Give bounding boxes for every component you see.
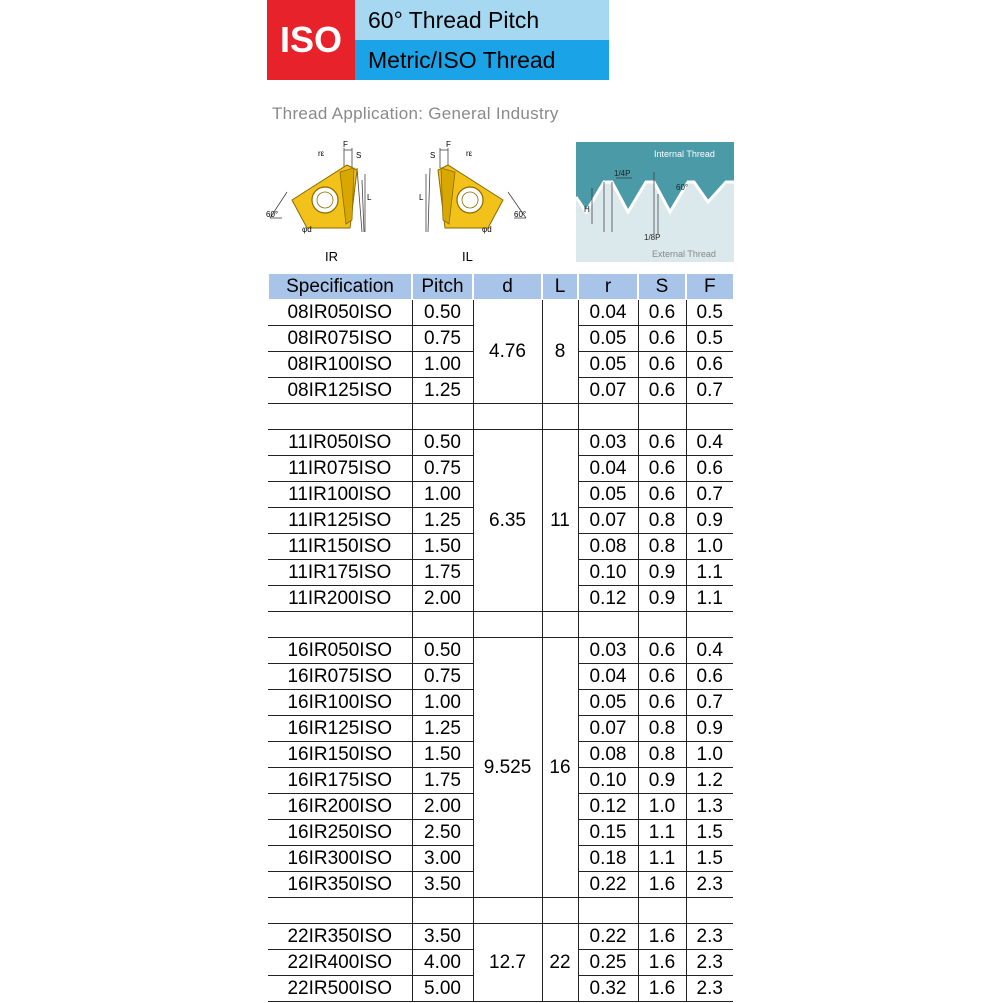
cell-r: 0.03 [578,430,638,456]
group-separator-row [268,898,733,924]
empty-cell [638,404,686,430]
cell-r: 0.07 [578,378,638,404]
cell-f: 2.3 [686,976,733,1002]
cell-r: 0.07 [578,716,638,742]
cell-specification: 16IR350ISO [268,872,412,898]
cell-pitch: 3.00 [412,846,473,872]
cell-s: 0.8 [638,742,686,768]
iso-badge: ISO [267,0,355,80]
cell-s: 0.6 [638,300,686,326]
col-header-l: L [542,274,578,300]
cell-f: 0.6 [686,456,733,482]
cell-s: 0.6 [638,482,686,508]
cell-s: 1.6 [638,924,686,950]
cell-specification: 11IR125ISO [268,508,412,534]
table-body [268,300,733,1002]
il-dim-d: φd [482,225,492,234]
cell-specification: 16IR200ISO [268,794,412,820]
empty-cell [473,404,542,430]
cell-f: 0.9 [686,508,733,534]
cell-s: 0.6 [638,378,686,404]
cell-r: 0.22 [578,924,638,950]
thread-application-subtitle: Thread Application: General Industry [272,104,559,123]
empty-cell [578,898,638,924]
empty-cell [638,612,686,638]
cell-specification: 16IR175ISO [268,768,412,794]
cell-s: 0.6 [638,456,686,482]
cell-specification: 08IR125ISO [268,378,412,404]
cell-specification: 11IR100ISO [268,482,412,508]
cell-r: 0.08 [578,534,638,560]
col-header-pitch: Pitch [412,274,473,300]
cell-r: 0.03 [578,638,638,664]
cell-pitch: 0.50 [412,430,473,456]
ir-dim-d: φd [302,225,312,234]
table-header-row [268,274,733,300]
cell-s: 0.8 [638,508,686,534]
empty-cell [412,898,473,924]
cell-r: 0.07 [578,508,638,534]
il-dim-r: rε [466,149,473,158]
ir-angle: 60° [266,210,279,219]
cell-f: 2.3 [686,872,733,898]
header-title-top: 60° Thread Pitch [355,0,609,40]
cell-specification: 08IR050ISO [268,300,412,326]
cell-pitch: 5.00 [412,976,473,1002]
cell-specification: 22IR350ISO [268,924,412,950]
il-label: IL [462,249,473,264]
cell-f: 0.5 [686,300,733,326]
ir-dim-s: S [356,151,362,160]
cell-specification: 11IR075ISO [268,456,412,482]
cell-r: 0.05 [578,352,638,378]
cell-pitch: 1.50 [412,742,473,768]
cell-r: 0.15 [578,820,638,846]
cell-pitch: 1.50 [412,534,473,560]
cell-specification: 11IR050ISO [268,430,412,456]
cell-r: 0.08 [578,742,638,768]
group-separator-row [268,612,733,638]
empty-cell [268,898,412,924]
cell-f: 0.7 [686,690,733,716]
internal-thread-label: Internal Thread [654,149,715,159]
empty-cell [542,898,578,924]
cell-f: 1.2 [686,768,733,794]
col-header-specification: Specification [268,274,412,300]
col-header-s: S [638,274,686,300]
cell-f: 1.0 [686,534,733,560]
cell-r: 0.22 [578,872,638,898]
cell-s: 0.6 [638,638,686,664]
empty-cell [578,404,638,430]
cell-pitch: 0.50 [412,638,473,664]
cell-r: 0.05 [578,326,638,352]
cell-d: 4.76 [473,300,542,404]
h-label: H [584,205,590,214]
cell-specification: 16IR300ISO [268,846,412,872]
cell-s: 1.6 [638,872,686,898]
cell-f: 2.3 [686,950,733,976]
table-row [268,430,733,456]
empty-cell [412,612,473,638]
cell-d: 9.525 [473,638,542,898]
empty-cell [686,404,733,430]
cell-r: 0.05 [578,690,638,716]
cell-r: 0.04 [578,300,638,326]
cell-s: 0.6 [638,326,686,352]
cell-specification: 16IR050ISO [268,638,412,664]
thread-profile-diagram [576,142,734,262]
cell-s: 0.6 [638,664,686,690]
cell-f: 1.5 [686,846,733,872]
cell-f: 0.7 [686,378,733,404]
empty-cell [473,612,542,638]
quarter-p-label: 1/4P [614,169,631,178]
cell-pitch: 3.50 [412,872,473,898]
cell-f: 1.1 [686,560,733,586]
cell-l: 16 [542,638,578,898]
cell-f: 0.9 [686,716,733,742]
table-row [268,300,733,326]
cell-f: 0.7 [686,482,733,508]
external-thread-label: External Thread [652,249,716,259]
cell-pitch: 2.00 [412,586,473,612]
cell-s: 0.9 [638,560,686,586]
cell-pitch: 1.75 [412,560,473,586]
cell-s: 0.8 [638,534,686,560]
cell-s: 1.6 [638,976,686,1002]
cell-r: 0.04 [578,664,638,690]
cell-pitch: 1.25 [412,378,473,404]
cell-pitch: 2.00 [412,794,473,820]
cell-f: 1.5 [686,820,733,846]
cell-specification: 11IR175ISO [268,560,412,586]
cell-f: 0.4 [686,430,733,456]
cell-r: 0.05 [578,482,638,508]
cell-specification: 16IR075ISO [268,664,412,690]
cell-specification: 16IR150ISO [268,742,412,768]
empty-cell [268,404,412,430]
cell-s: 0.6 [638,430,686,456]
cell-r: 0.32 [578,976,638,1002]
cell-specification: 16IR250ISO [268,820,412,846]
cell-s: 1.0 [638,794,686,820]
spec-table [267,273,734,1002]
il-insert-diagram [418,140,548,245]
table-row [268,924,733,950]
cell-specification: 16IR125ISO [268,716,412,742]
cell-pitch: 1.00 [412,690,473,716]
cell-f: 0.6 [686,664,733,690]
empty-cell [542,612,578,638]
cell-specification: 22IR500ISO [268,976,412,1002]
cell-l: 22 [542,924,578,1002]
table-row [268,638,733,664]
cell-s: 1.1 [638,820,686,846]
cell-s: 1.6 [638,950,686,976]
cell-s: 0.9 [638,768,686,794]
cell-f: 2.3 [686,924,733,950]
cell-s: 0.6 [638,352,686,378]
ir-label: IR [325,249,338,264]
cell-f: 1.3 [686,794,733,820]
cell-s: 0.9 [638,586,686,612]
empty-cell [473,898,542,924]
col-header-f: F [686,274,733,300]
cell-r: 0.12 [578,794,638,820]
cell-specification: 16IR100ISO [268,690,412,716]
cell-pitch: 0.75 [412,326,473,352]
cell-specification: 11IR200ISO [268,586,412,612]
cell-r: 0.25 [578,950,638,976]
cell-f: 0.5 [686,326,733,352]
cell-specification: 22IR400ISO [268,950,412,976]
empty-cell [578,612,638,638]
cell-specification: 08IR100ISO [268,352,412,378]
cell-r: 0.10 [578,768,638,794]
cell-pitch: 3.50 [412,924,473,950]
cell-r: 0.18 [578,846,638,872]
cell-l: 8 [542,300,578,404]
cell-f: 1.1 [686,586,733,612]
empty-cell [638,898,686,924]
cell-specification: 08IR075ISO [268,326,412,352]
cell-pitch: 2.50 [412,820,473,846]
ir-dim-f: F [343,140,348,149]
cell-d: 12.7 [473,924,542,1002]
cell-f: 1.0 [686,742,733,768]
header-title-bottom: Metric/ISO Thread [355,40,609,80]
empty-cell [412,404,473,430]
il-dim-f: F [446,140,451,149]
cell-pitch: 1.75 [412,768,473,794]
empty-cell [268,612,412,638]
cell-pitch: 4.00 [412,950,473,976]
cell-s: 0.8 [638,716,686,742]
eighth-p-label: 1/8P [644,233,661,242]
cell-r: 0.12 [578,586,638,612]
cell-d: 6.35 [473,430,542,612]
il-dim-s: S [430,151,436,160]
ir-insert-diagram [262,140,392,245]
cell-pitch: 1.00 [412,352,473,378]
cell-l: 11 [542,430,578,612]
cell-pitch: 0.75 [412,664,473,690]
empty-cell [542,404,578,430]
empty-cell [686,612,733,638]
cell-pitch: 0.50 [412,300,473,326]
cell-pitch: 0.75 [412,456,473,482]
cell-pitch: 1.25 [412,508,473,534]
ir-dim-l: L [367,193,372,202]
cell-s: 1.1 [638,846,686,872]
cell-s: 0.6 [638,690,686,716]
cell-f: 0.6 [686,352,733,378]
ir-dim-r: rε [318,149,325,158]
cell-r: 0.04 [578,456,638,482]
il-dim-l: L [419,193,424,202]
group-separator-row [268,404,733,430]
col-header-d: d [473,274,542,300]
cell-pitch: 1.25 [412,716,473,742]
cell-f: 0.4 [686,638,733,664]
il-angle: 60° [514,210,527,219]
col-header-r: r [578,274,638,300]
empty-cell [686,898,733,924]
cell-r: 0.10 [578,560,638,586]
cell-pitch: 1.00 [412,482,473,508]
angle-label: 60° [676,183,689,192]
cell-specification: 11IR150ISO [268,534,412,560]
